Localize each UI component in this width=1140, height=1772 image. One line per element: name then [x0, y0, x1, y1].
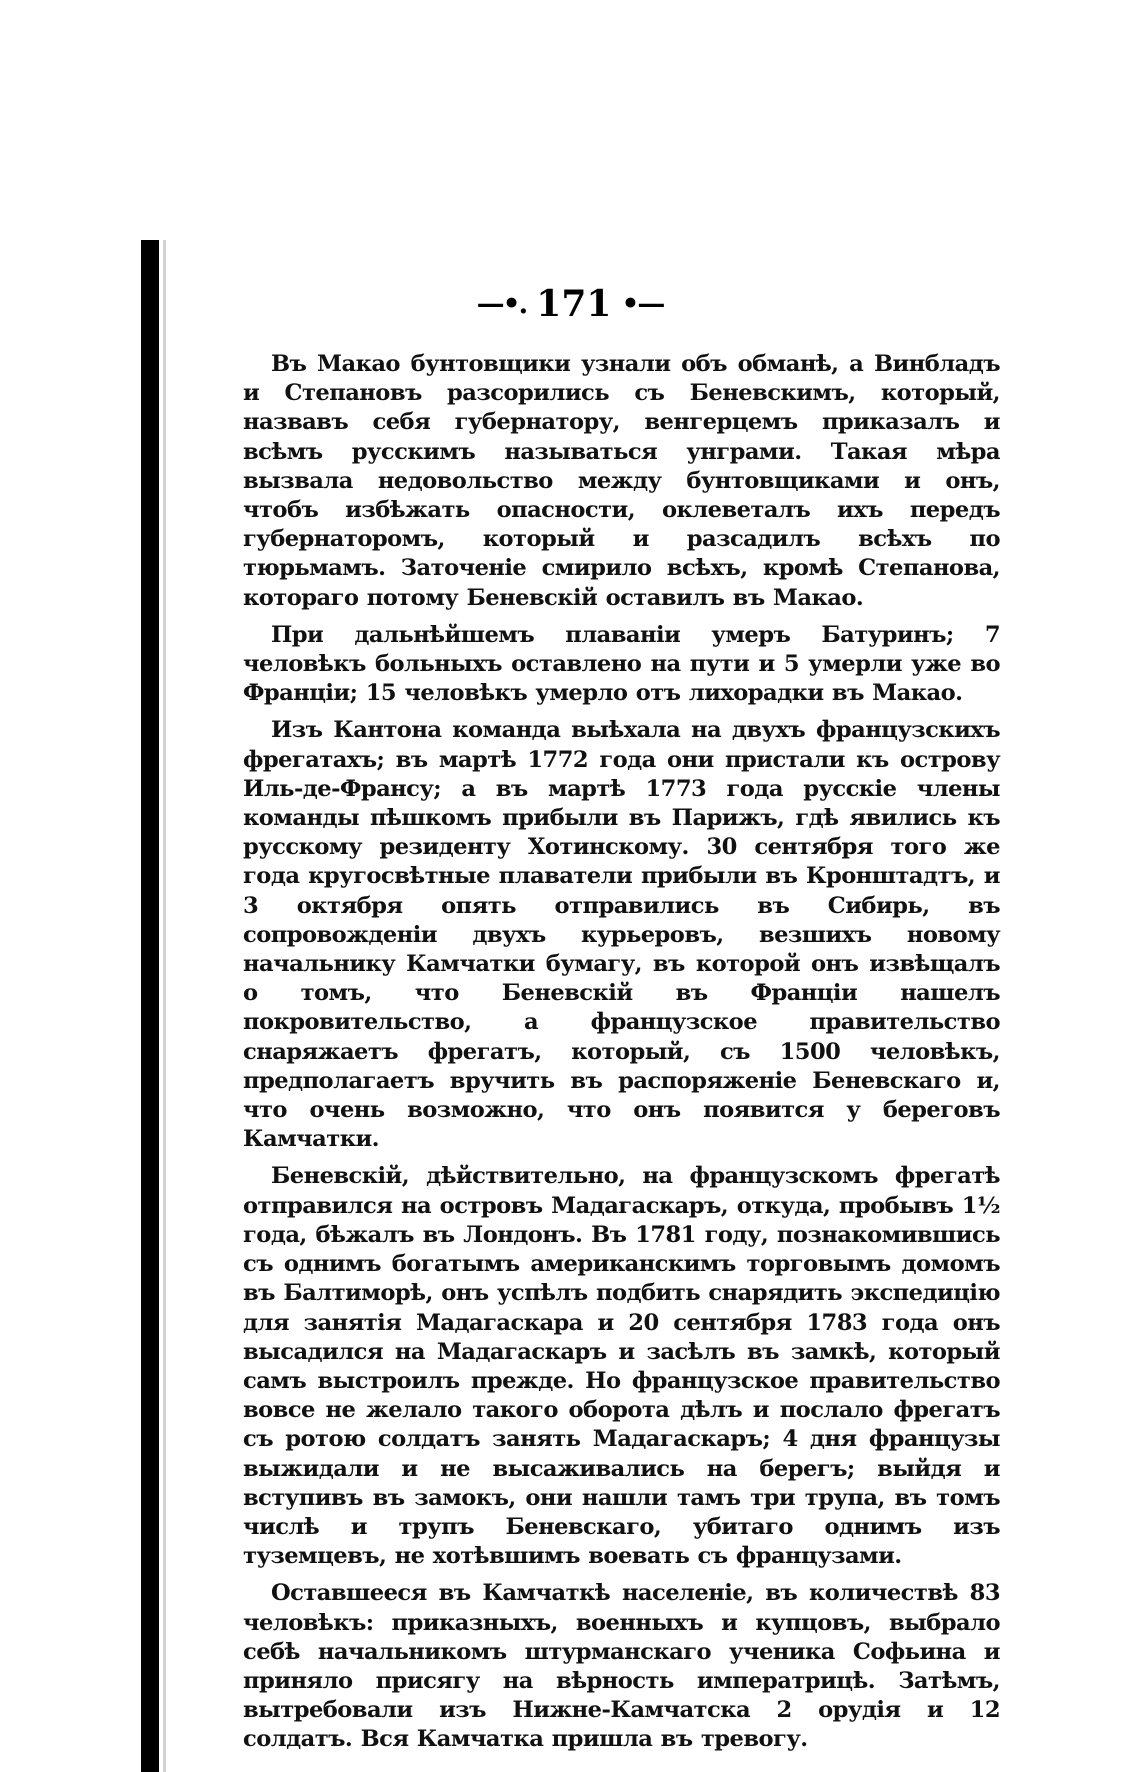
paragraph-kamchatka: Оставшееся въ Камчаткѣ населеніе, въ количествѣ 83 человѣкъ: приказныхъ, военныхъ и купцовъ, выбрало себѣ начальникомъ штурманскаго ученика Софьина и приняло присягу на вѣрность императрицѣ. Затѣмъ, вытребовали изъ Нижне-Камчатска 2 орудія и 12 солдатъ. Вся Камчатка пришла въ тревогу.	[243, 1580, 1000, 1753]
paragraph-voyage-deaths: При дальнѣйшемъ плаваніи умеръ Батуринъ; 7 человѣкъ больныхъ оставлено на пути и 5 умерли уже во Франціи; 15 человѣкъ умерло отъ лихорадки въ Макао.	[243, 621, 1000, 707]
page-number: 171	[536, 283, 612, 325]
page-header	[0, 283, 1140, 325]
paragraph-madagascar: Беневскій, дѣйствительно, на французскомъ фрегатѣ отправился на островъ Мадагаскаръ, откуда, пробывъ 1½ года, бѣжалъ въ Лондонъ. Въ 1781 году, познакомившись съ однимъ богатымъ американскимъ торговымъ домомъ въ Балтиморѣ, онъ успѣлъ подбить снарядить экспедицію для занятія Мадагаскара и 20 сентября 1783 года онъ высадился на Мадагаскаръ и засѣлъ въ замкѣ, который самъ выстроилъ прежде. Но французское правительство вовсе не желало такого оборота дѣлъ и послало фрегатъ съ ротою солдатъ занять Мадагаскаръ; 4 дня французы выжидали и не высаживались на берегъ; выйдя и вступивъ въ замокъ, они нашли тамъ три трупа, въ томъ числѣ и трупъ Беневскаго, убитаго однимъ изъ туземцевъ, не хотѣвшимъ воевать съ французами.	[243, 1163, 1000, 1570]
paragraph-macao: Въ Макао бунтовщики узнали объ обманѣ, а Винбладъ и Степановъ разсорились съ Беневскимъ, который, назвавъ себя губернатору, венгерцемъ приказалъ и всѣмъ русскимъ называться унграми. Такая мѣра вызвала недовольство между бунтовщиками и онъ, чтобъ избѣжать опасности, оклеветалъ ихъ передъ губернаторомъ, который и разсадилъ всѣхъ по тюрьмамъ. Заточеніе смирило всѣхъ, кромѣ Степанова, котораго потому Беневскій оставилъ въ Макао.	[243, 351, 1000, 611]
paragraph-canton-return: Изъ Кантона команда выѣхала на двухъ французскихъ фрегатахъ; въ мартѣ 1772 года они пристали къ острову Иль-де-Франсу; а въ мартѣ 1773 года русскіе члены команды пѣшкомъ прибыли въ Парижъ, гдѣ явились къ русскому резиденту Хотинскому. 30 сентября того же года кругосвѣтные плаватели прибыли въ Кронштадтъ, и 3 октября опять отправились въ Сибирь, въ сопровожденіи двухъ курьеровъ, везшихъ новому начальнику Камчатки бумагу, въ которой онъ извѣщалъ о томъ, что Беневскій въ Франціи нашелъ покровительство, а французское правительство снаряжаетъ фрегатъ, который, съ 1500 человѣкъ, предполагаетъ вручить въ распоряженіе Беневскаго и, что очень возможно, что онъ появится у береговъ Камчатки.	[243, 717, 1000, 1153]
scan-binding-edge	[141, 240, 159, 1772]
document-body	[243, 350, 1000, 1753]
right-ornament: •—	[621, 287, 664, 320]
left-ornament: —•.	[476, 287, 527, 320]
